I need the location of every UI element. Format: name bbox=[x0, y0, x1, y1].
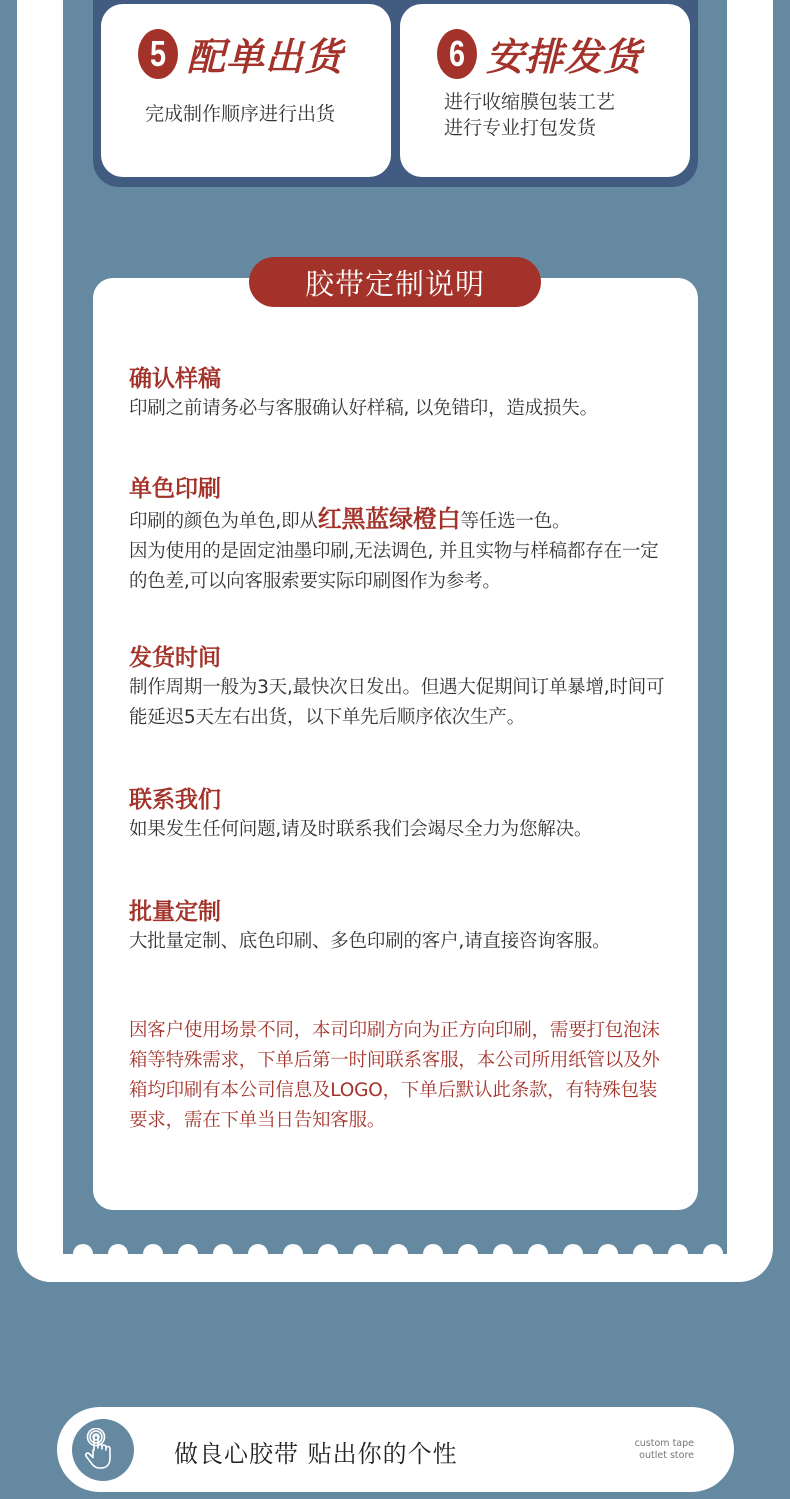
step-header bbox=[432, 26, 642, 81]
scallop-dot bbox=[633, 1244, 653, 1256]
slogan-text: 做良心胶带 贴出你的个性 bbox=[174, 1440, 458, 1468]
scallop-dot bbox=[318, 1244, 338, 1256]
section-shipping-time bbox=[129, 643, 674, 733]
body-text: 等任选一色。 bbox=[460, 511, 571, 532]
scallop-dot bbox=[108, 1244, 128, 1256]
scallop-dot bbox=[73, 1244, 93, 1256]
scalloped-edge bbox=[63, 1244, 727, 1256]
scallop-dot bbox=[528, 1244, 548, 1256]
scallop-dot bbox=[283, 1244, 303, 1256]
hand-tap-icon bbox=[83, 1428, 123, 1472]
section-body: 大批量定制、底色印刷、多色印刷的客户,请直接咨询客服。 bbox=[129, 931, 611, 952]
step-header bbox=[133, 26, 343, 81]
store-tagline bbox=[610, 1438, 694, 1462]
section-body: 制作周期一般为3天,最快次日发出。但遇大促期间订单暴增,时间可能延迟5天左右出货，以下单先后顺序依次生产。 bbox=[129, 677, 665, 728]
section-confirm-proof bbox=[129, 364, 674, 424]
color-options-highlight: 红黑蓝绿橙白 bbox=[317, 505, 461, 533]
scallop-dot bbox=[563, 1244, 583, 1256]
section-title: 联系我们 bbox=[129, 787, 221, 813]
scallop-dot bbox=[213, 1244, 233, 1256]
scallop-dot bbox=[353, 1244, 373, 1256]
section-title: 单色印刷 bbox=[129, 476, 221, 502]
step-description bbox=[444, 89, 615, 141]
step-title: 安排发货 bbox=[486, 35, 643, 79]
scallop-dot bbox=[248, 1244, 268, 1256]
scallop-dot bbox=[388, 1244, 408, 1256]
scallop-dot bbox=[458, 1244, 478, 1256]
scallop-dot bbox=[143, 1244, 163, 1256]
section-contact-us bbox=[129, 785, 674, 845]
step-desc-line: 进行收缩膜包装工艺 bbox=[444, 91, 616, 113]
step-card-6 bbox=[400, 4, 690, 177]
scallop-dot bbox=[423, 1244, 443, 1256]
step-number-badge: 5 bbox=[138, 29, 178, 79]
scallop-dot bbox=[178, 1244, 198, 1256]
step-card-5 bbox=[101, 4, 391, 177]
section-title: 发货时间 bbox=[129, 645, 221, 671]
scallop-dot bbox=[598, 1244, 618, 1256]
step-description bbox=[145, 101, 335, 127]
scallop-dot bbox=[493, 1244, 513, 1256]
tagline-line: custom tape bbox=[634, 1438, 694, 1449]
tagline-line: outlet store bbox=[639, 1450, 694, 1461]
section-single-color bbox=[129, 474, 674, 597]
step-desc-line: 完成制作顺序进行出货 bbox=[145, 103, 336, 125]
body-text: 印刷的颜色为单色,即从 bbox=[129, 511, 318, 532]
section-body: 印刷之前请务必与客服确认好样稿, 以免错印，造成损失。 bbox=[129, 398, 598, 419]
step-number-badge: 6 bbox=[437, 29, 477, 79]
scallop-dot bbox=[703, 1244, 723, 1256]
section-title: 批量定制 bbox=[129, 899, 221, 925]
packaging-notice: 因客户使用场景不同，本司印刷方向为正方向印刷，需要打包泡沫箱等特殊需求，下单后第一时间联系客服，本公司所用纸管以及外箱均印刷有本公司信息及LOGO，下单后默认此条款，有特殊包装要求，需在下单当日告知客服。 bbox=[129, 1020, 660, 1131]
info-heading: 胶带定制说明 bbox=[249, 257, 541, 307]
hand-tap-button[interactable] bbox=[72, 1419, 134, 1481]
step-title: 配单出货 bbox=[187, 35, 344, 79]
section-bulk-custom bbox=[129, 897, 674, 957]
section-title: 确认样稿 bbox=[129, 366, 221, 392]
section-body bbox=[129, 504, 674, 597]
section-body: 如果发生任何问题,请及时联系我们会竭尽全力为您解决。 bbox=[129, 819, 593, 840]
scallop-dot bbox=[668, 1244, 688, 1256]
step-desc-line: 进行专业打包发货 bbox=[444, 117, 597, 139]
body-text: 因为使用的是固定油墨印刷,无法调色, 并且实物与样稿都存在一定的色差,可以向客服索要实际印刷图作为参考。 bbox=[129, 541, 659, 592]
